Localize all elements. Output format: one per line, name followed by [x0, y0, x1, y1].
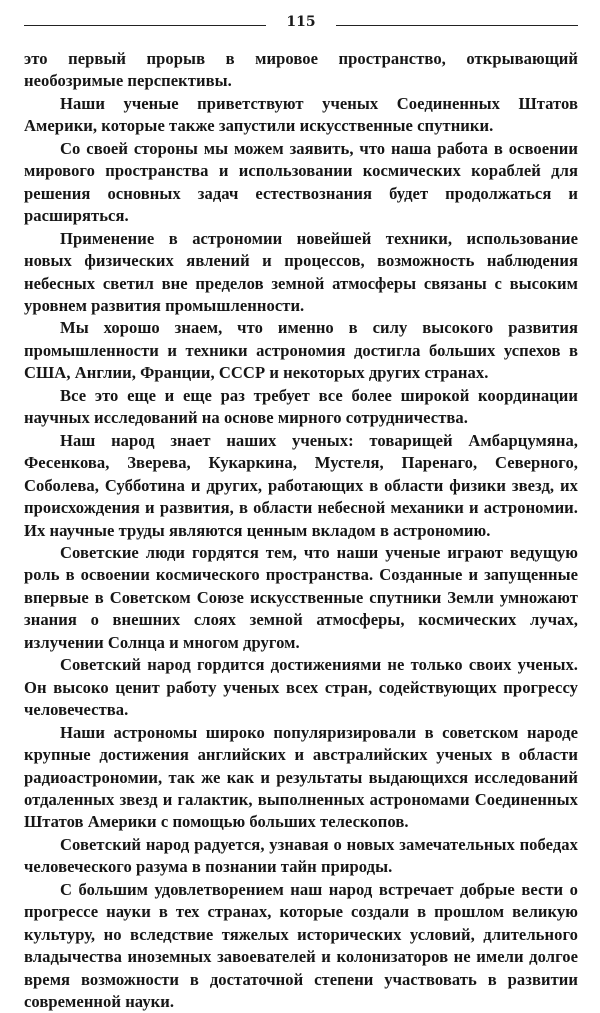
paragraph: Советский народ радуется, узнавая о новых замечательных победах человеческого разума в познании тайн природы. — [24, 834, 578, 877]
header-rule-right — [336, 25, 578, 26]
header-rule-left — [24, 25, 266, 26]
paragraph: С большим удовлетворением наш народ встречает добрые вести о прогрессе науки в тех странах, которые создали в прошлом великую культуру, но вследствие тяжелых исторических условий, длительного владычества иноземных завоевателей и колонизаторов не имели долгое время возможности в достаточной степени участвовать в развитии современной науки. — [24, 879, 578, 1012]
paragraph: Советские люди гордятся тем, что наши ученые играют ведущую роль в освоении космического пространства. Созданные и запущенные впервые в Советском Союзе искусственные спутники Земли умножают знания о внешних слоях земной атмосферы, космических лучах, излучении Солнца и многом другом. — [24, 542, 578, 652]
paragraph: Все это еще и еще раз требует все более широкой координации научных исследований на основе мирного сотрудничества. — [24, 385, 578, 428]
paragraph: Применение в астрономии новейшей техники, использование новых физических явлений и процессов, возможность наблюдения небесных светил вне пределов земной атмосферы связаны с высоким уровнем развития промышленности. — [24, 228, 578, 315]
paragraph: Наши ученые приветствуют ученых Соединенных Штатов Америки, которые также запустили искусственные спутники. — [24, 93, 578, 136]
paragraph: Мы хорошо знаем, что именно в силу высокого развития промышленности и техники астрономия достигла больших успехов в США, Англии, Франции, СССР и некоторых других странах. — [24, 318, 578, 383]
paragraph: Со своей стороны мы можем заявить, что наша работа в освоении мирового пространства и использовании космических кораблей для решения основных задач естествознания будет продолжаться и расширяться. — [24, 138, 578, 226]
paragraph: Наш народ знает наших ученых: товарищей Амбарцумяна, Фесенкова, Зверева, Кукаркина, Мустеля, Паренаго, Северного, Соболева, Субботина и других, работающих в области физики звезд, их происхождения и развития, в области небесной механики и астрономии. Их научные труды являются ценным вкладом в астрономию. — [24, 430, 578, 540]
page-header — [24, 14, 578, 36]
paragraph: Наши астрономы широко популяризировали в советском народе крупные достижения английских и австралийских ученых в области радиоастрономии, так же как и результаты выдающихся исследований отдаленных звезд и галактик, выполненных астрономами Соединенных Штатов Америки с помощью больших телескопов. — [24, 722, 578, 832]
page-body — [24, 48, 578, 1013]
paragraph: это первый прорыв в мировое пространство, открывающий необозримые перспективы. — [24, 49, 578, 91]
page-number: 115 — [286, 14, 316, 30]
paragraph: Советский народ гордится достижениями не только своих ученых. Он высоко ценит работу ученых всех стран, содействующих прогрессу человечества. — [24, 655, 578, 720]
